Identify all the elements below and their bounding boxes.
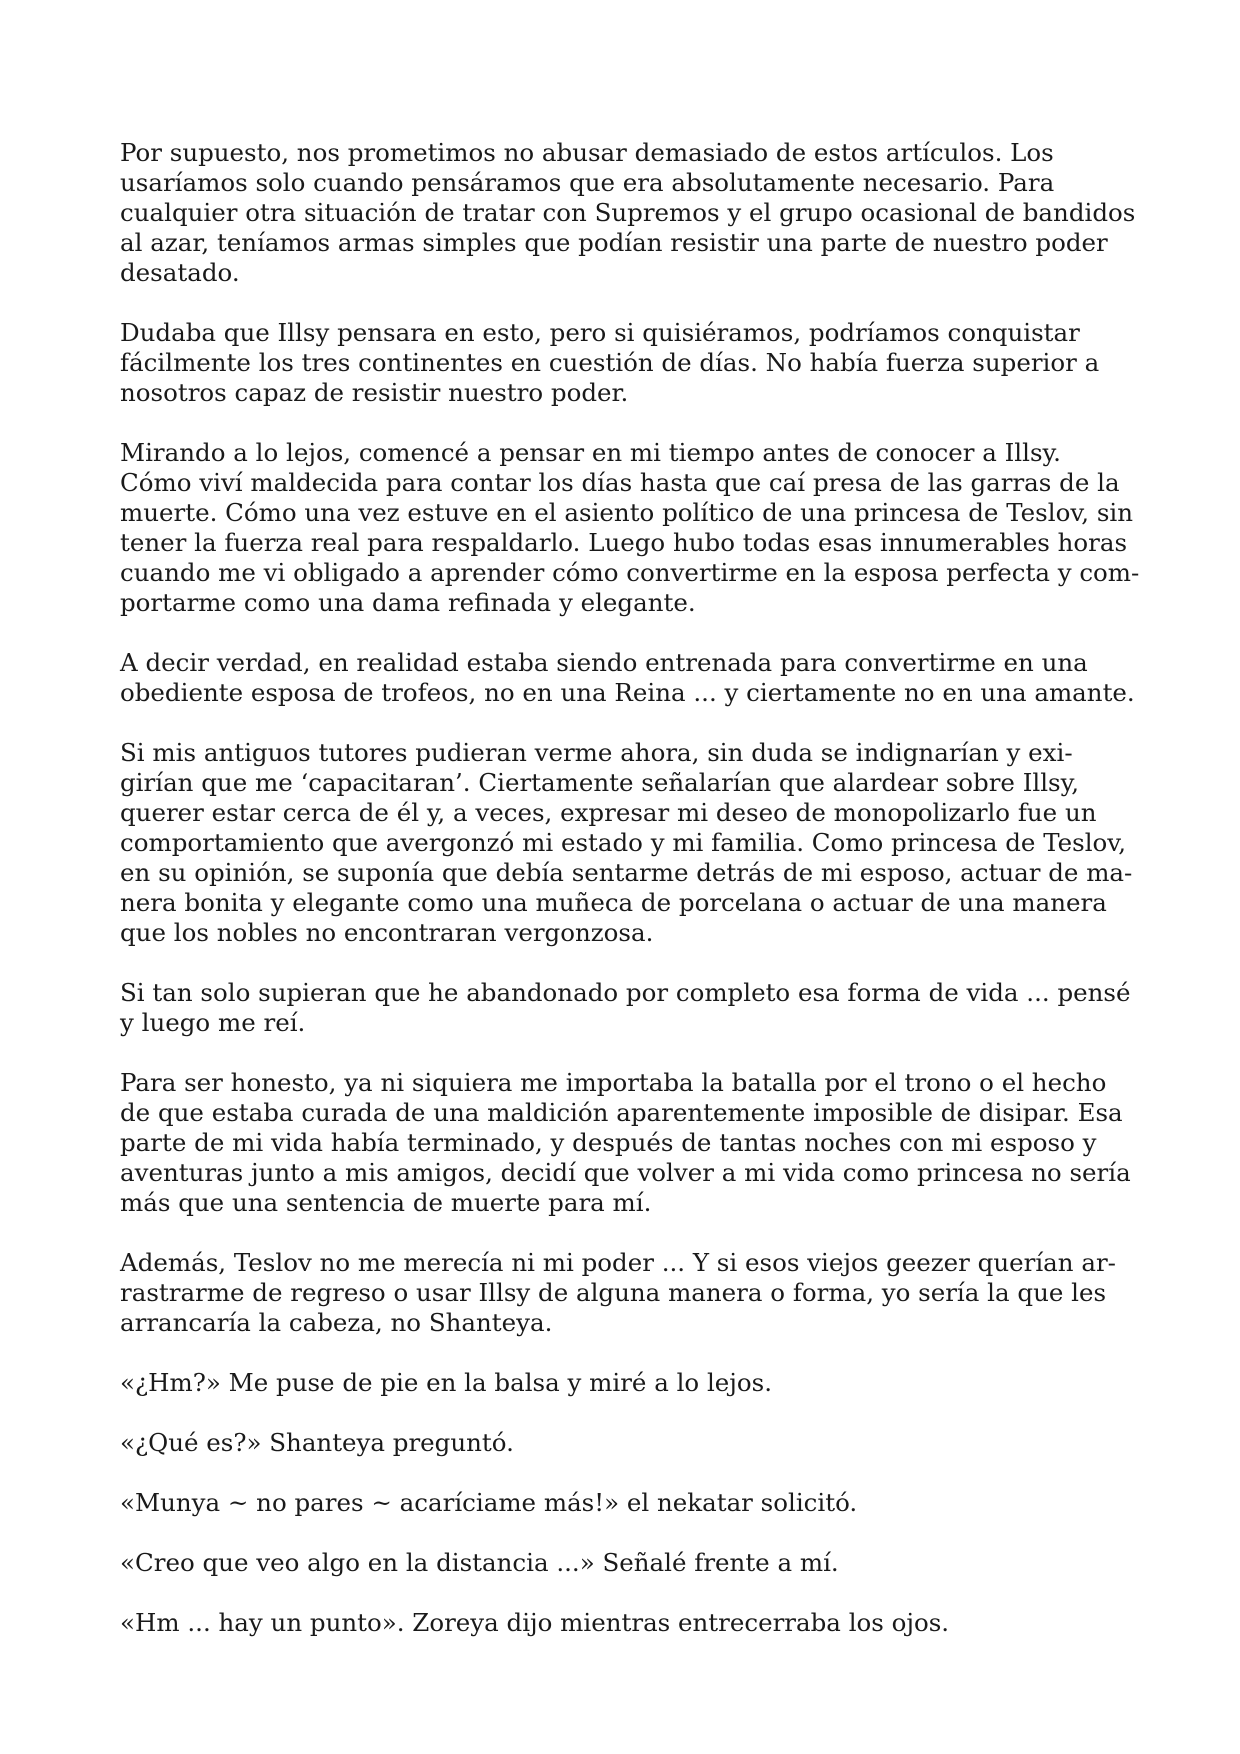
text-line: en su opinión, se suponía que debía sentarme detrás de mi esposo, actuar de ma-	[120, 858, 1133, 887]
text-line: Mirando a lo lejos, comencé a pensar en mi tiempo antes de conocer a Illsy.	[120, 438, 1061, 467]
text-line: Si mis antiguos tutores pudieran verme ahora, sin duda se indignarían y exi-	[120, 738, 1073, 767]
paragraph-8	[120, 1248, 1124, 1338]
text-line: que los nobles no encontraran vergonzosa.	[120, 918, 654, 947]
text-line: Si tan solo supieran que he abandonado por completo esa forma de vida ... pensé	[120, 978, 1131, 1007]
document-page	[120, 138, 1140, 1668]
paragraph-6	[120, 978, 1131, 1038]
text-line: usaríamos solo cuando pensáramos que era absolutamente necesario. Para	[120, 168, 1055, 197]
dialogue-line-1	[120, 1368, 1124, 1398]
text-line: y luego me reí.	[120, 1008, 306, 1037]
text-line: cualquier otra situación de tratar con Supremos y el grupo ocasional de bandidos	[120, 198, 1136, 227]
text-line: desatado.	[120, 258, 240, 287]
text-line: comportamiento que avergonzó mi estado y mi familia. Como princesa de Teslov,	[120, 828, 1127, 857]
paragraph-5	[120, 738, 1133, 948]
text-line: al azar, teníamos armas simples que podían resistir una parte de nuestro poder	[120, 228, 1108, 257]
dialogue-line-5	[120, 1608, 1124, 1638]
text-line: querer estar cerca de él y, a veces, expresar mi deseo de monopolizarlo fue un	[120, 798, 1097, 827]
paragraph-4	[120, 648, 1135, 708]
text-line: rastrarme de regreso o usar Illsy de alguna manera o forma, yo sería la que les	[120, 1278, 1107, 1307]
dialogue-line-2	[120, 1428, 1124, 1458]
text-line: Para ser honesto, ya ni siquiera me importaba la batalla por el trono o el hecho	[120, 1068, 1107, 1097]
paragraph-3	[120, 438, 1140, 618]
text-line: Además, Teslov no me merecía ni mi poder ... Y si esos viejos geezer querían ar-	[120, 1248, 1116, 1277]
text-line: nosotros capaz de resistir nuestro poder.	[120, 378, 629, 407]
paragraph-1	[120, 138, 1136, 288]
text-line: «¿Qué es?» Shanteya preguntó.	[120, 1428, 514, 1457]
text-line: muerte. Cómo una vez estuve en el asiento político de una princesa de Teslov, sin	[120, 498, 1134, 527]
text-line: «¿Hm?» Me puse de pie en la balsa y miré a lo lejos.	[120, 1368, 773, 1397]
text-line: A decir verdad, en realidad estaba siendo entrenada para convertirme en una	[120, 648, 1088, 677]
dialogue-line-3	[120, 1488, 1124, 1518]
text-line: «Munya ~ no pares ~ acaríciame más!» el nekatar solicitó.	[120, 1488, 858, 1517]
paragraph-7	[120, 1068, 1131, 1218]
text-line: fácilmente los tres continentes en cuestión de días. No había fuerza superior a	[120, 348, 1100, 377]
text-line: parte de mi vida había terminado, y después de tantas noches con mi esposo y	[120, 1128, 1097, 1157]
text-line: tener la fuerza real para respaldarlo. Luego hubo todas esas innumerables horas	[120, 528, 1128, 557]
text-line: Dudaba que Illsy pensara en esto, pero si quisiéramos, podríamos conquistar	[120, 318, 1080, 347]
text-line: portarme como una dama refinada y elegante.	[120, 588, 696, 617]
text-line: de que estaba curada de una maldición aparentemente imposible de disipar. Esa	[120, 1098, 1123, 1127]
dialogue-line-4	[120, 1548, 1124, 1578]
text-line: «Creo que veo algo en la distancia ...» Señalé frente a mí.	[120, 1548, 839, 1577]
text-line: obediente esposa de trofeos, no en una Reina ... y ciertamente no en una amante.	[120, 678, 1135, 707]
paragraph-2	[120, 318, 1124, 408]
text-line: cuando me vi obligado a aprender cómo convertirme en la esposa perfecta y com-	[120, 558, 1140, 587]
text-line: más que una sentencia de muerte para mí.	[120, 1188, 652, 1217]
text-line: «Hm ... hay un punto». Zoreya dijo mientras entrecerraba los ojos.	[120, 1608, 950, 1637]
text-line: aventuras junto a mis amigos, decidí que volver a mi vida como princesa no sería	[120, 1158, 1131, 1187]
text-line: Por supuesto, nos prometimos no abusar demasiado de estos artículos. Los	[120, 138, 1054, 167]
text-line: nera bonita y elegante como una muñeca de porcelana o actuar de una manera	[120, 888, 1107, 917]
text-line: arrancaría la cabeza, no Shanteya.	[120, 1308, 553, 1337]
text-line: girían que me ‘capacitaran’. Ciertamente señalarían que alardear sobre Illsy,	[120, 768, 1079, 797]
text-line: Cómo viví maldecida para contar los días hasta que caí presa de las garras de la	[120, 468, 1120, 497]
